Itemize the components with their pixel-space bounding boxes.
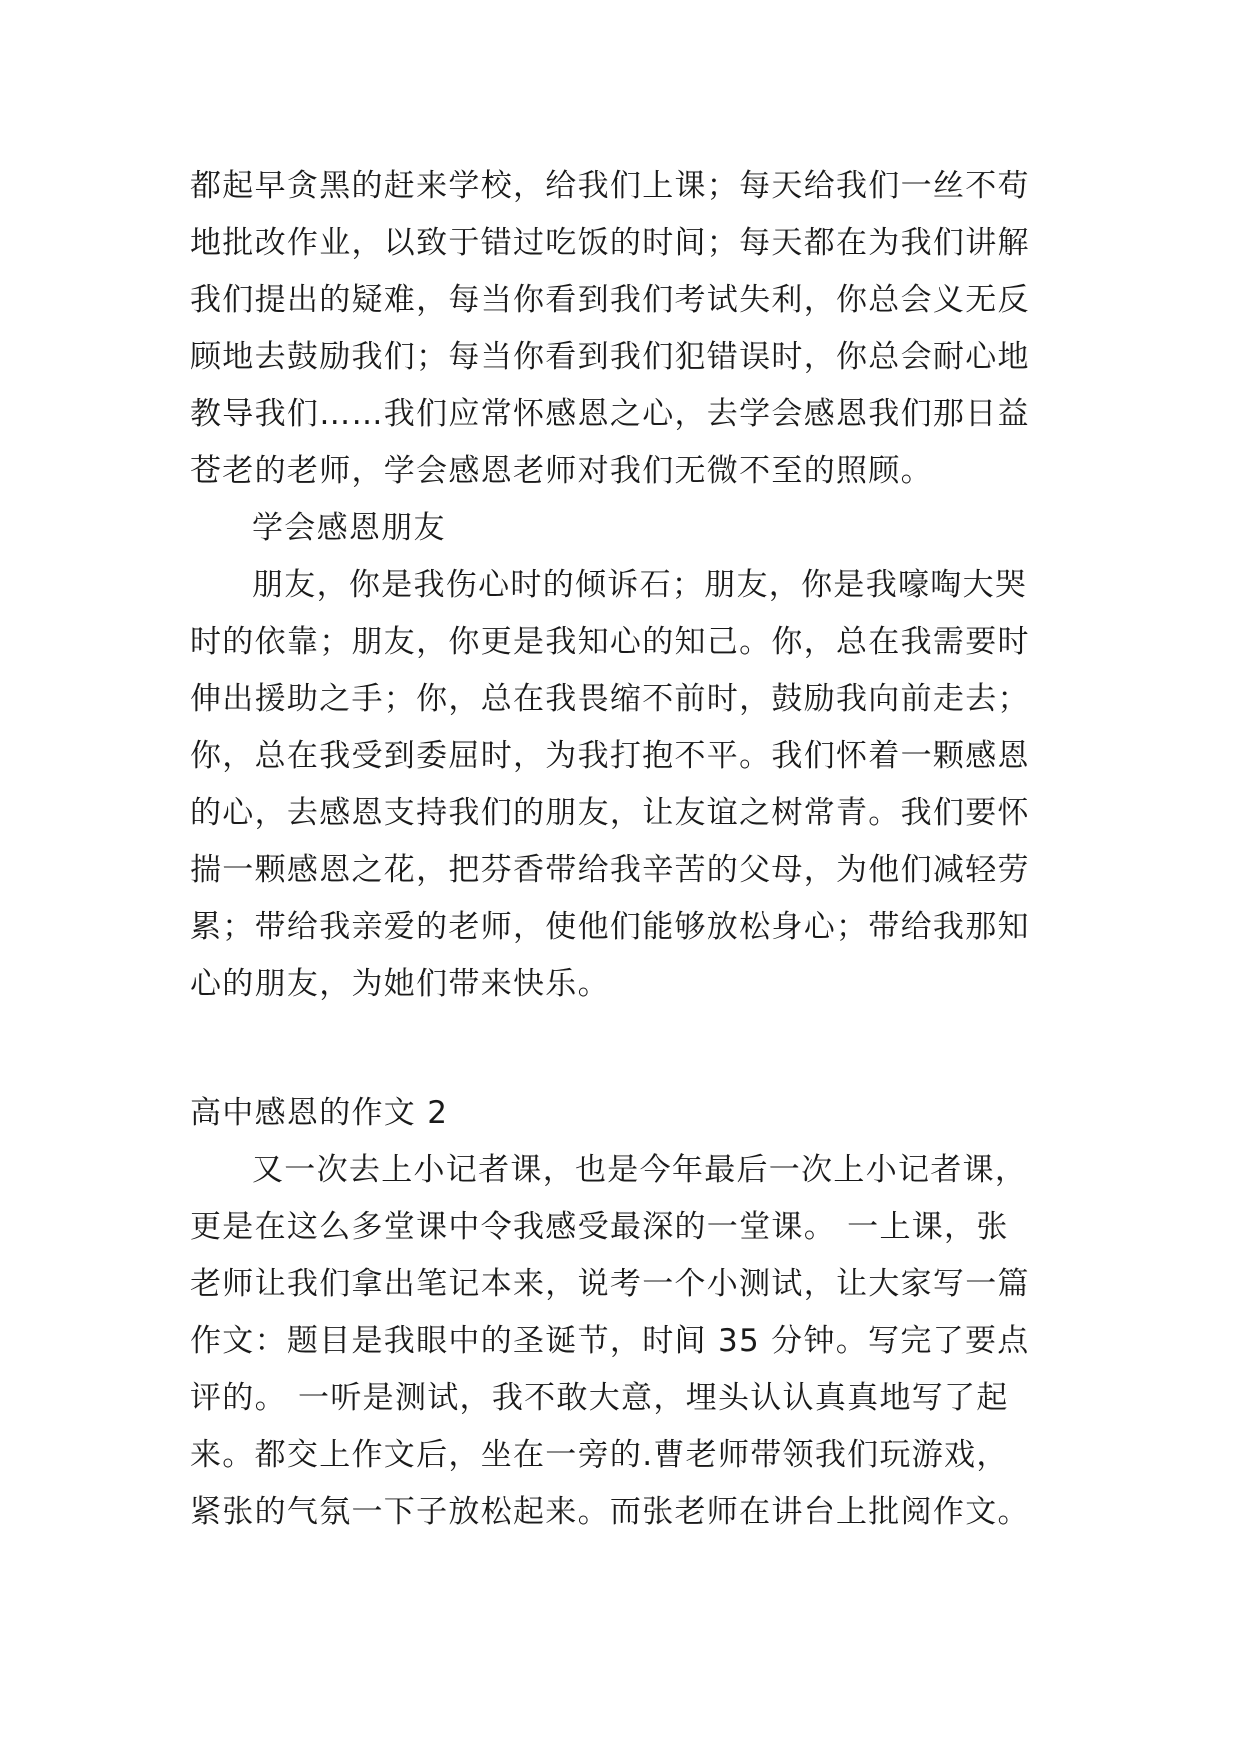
essay-title: 高中感恩的作文 2	[190, 1095, 449, 1131]
paragraph-1-line-3: 我们提出的疑难，每当你看到我们考试失利，你总会义无反	[190, 282, 1030, 318]
paragraph-2-line-6: 揣一颗感恩之花，把芬香带给我辛苦的父母，为他们减轻劳	[190, 852, 1030, 888]
paragraph-2-line-7: 累；带给我亲爱的老师，使他们能够放松身心；带给我那知	[190, 909, 1030, 945]
paragraph-3-line-7: 紧张的气氛一下子放松起来。而张老师在讲台上批阅作文。	[190, 1494, 1030, 1530]
paragraph-3-line-3: 老师让我们拿出笔记本来，说考一个小测试，让大家写一篇	[190, 1266, 1030, 1302]
paragraph-1-line-2: 地批改作业，以致于错过吃饭的时间；每天都在为我们讲解	[190, 225, 1030, 261]
paragraph-1-line-4: 顾地去鼓励我们；每当你看到我们犯错误时，你总会耐心地	[190, 339, 1030, 375]
paragraph-2-line-8: 心的朋友，为她们带来快乐。	[190, 966, 610, 1002]
paragraph-2-line-3: 伸出援助之手；你，总在我畏缩不前时，鼓励我向前走去；	[190, 681, 1030, 717]
paragraph-1-line-1: 都起早贪黑的赶来学校，给我们上课；每天给我们一丝不苟	[190, 168, 1030, 204]
paragraph-3-line-5: 评的。 一听是测试，我不敢大意，埋头认认真真地写了起	[190, 1380, 1009, 1416]
paragraph-1-line-5: 教导我们……我们应常怀感恩之心，去学会感恩我们那日益	[190, 396, 1030, 432]
paragraph-3-line-2: 更是在这么多堂课中令我感受最深的一堂课。 一上课，张	[190, 1209, 1009, 1245]
paragraph-3-line-1: 又一次去上小记者课，也是今年最后一次上小记者课，	[252, 1152, 1028, 1188]
paragraph-3-line-6: 来。都交上作文后，坐在一旁的.曹老师带领我们玩游戏，	[190, 1437, 1009, 1473]
paragraph-2-line-4: 你，总在我受到委屈时，为我打抱不平。我们怀着一颗感恩	[190, 738, 1030, 774]
paragraph-2-line-2: 时的依靠；朋友，你更是我知心的知己。你，总在我需要时	[190, 624, 1030, 660]
paragraph-3-line-4: 作文：题目是我眼中的圣诞节，时间 35 分钟。写完了要点	[190, 1323, 1030, 1359]
subheading-friends: 学会感恩朋友	[252, 510, 446, 546]
paragraph-2-line-1: 朋友，你是我伤心时的倾诉石；朋友，你是我嚎啕大哭	[252, 567, 1028, 603]
paragraph-1-line-6: 苍老的老师，学会感恩老师对我们无微不至的照顾。	[190, 453, 933, 489]
paragraph-2-line-5: 的心，去感恩支持我们的朋友，让友谊之树常青。我们要怀	[190, 795, 1030, 831]
